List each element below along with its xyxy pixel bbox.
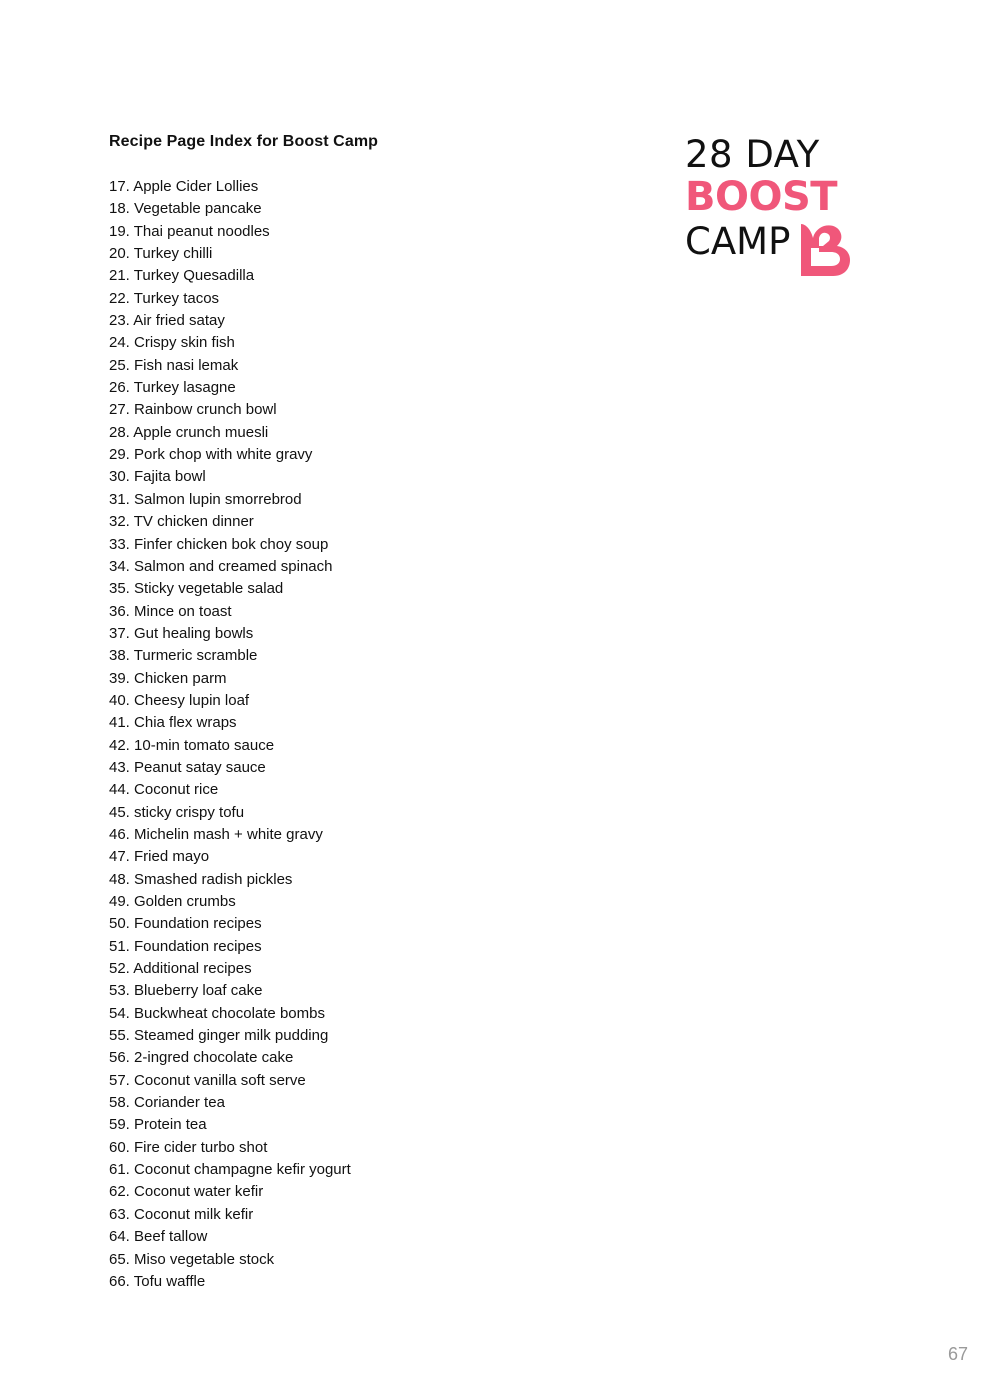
recipe-index-item: 58. Coriander tea bbox=[109, 1094, 225, 1112]
recipe-index-item: 57. Coconut vanilla soft serve bbox=[109, 1071, 306, 1089]
recipe-index-item: 53. Blueberry loaf cake bbox=[109, 982, 263, 1000]
recipe-index-item: 25. Fish nasi lemak bbox=[109, 356, 239, 374]
recipe-index-item: 64. Beef tallow bbox=[109, 1228, 208, 1246]
boost-camp-logo bbox=[683, 132, 858, 287]
recipe-index-item: 23. Air fried satay bbox=[109, 312, 225, 330]
recipe-index-item: 62. Coconut water kefir bbox=[109, 1183, 264, 1201]
recipe-index-item: 29. Pork chop with white gravy bbox=[109, 446, 313, 464]
recipe-index-item: 46. Michelin mash + white gravy bbox=[109, 825, 323, 843]
logo-text-28-day: 28 DAY bbox=[685, 133, 820, 176]
recipe-index-item: 39. Chicken parm bbox=[109, 669, 227, 687]
recipe-index-item: 19. Thai peanut noodles bbox=[109, 222, 270, 240]
recipe-index-item: 22. Turkey tacos bbox=[109, 289, 220, 307]
recipe-index-item: 63. Coconut milk kefir bbox=[109, 1205, 254, 1223]
recipe-index-item: 66. Tofu waffle bbox=[109, 1272, 206, 1290]
recipe-index-item: 60. Fire cider turbo shot bbox=[109, 1138, 268, 1156]
recipe-index-item: 32. TV chicken dinner bbox=[109, 513, 254, 531]
recipe-index-item: 35. Sticky vegetable salad bbox=[109, 580, 284, 598]
recipe-index-item: 27. Rainbow crunch bowl bbox=[109, 401, 277, 419]
page-number: 67 bbox=[947, 1344, 968, 1364]
recipe-index-item: 37. Gut healing bowls bbox=[109, 624, 254, 642]
recipe-index-item: 59. Protein tea bbox=[109, 1116, 207, 1134]
recipe-index-item: 26. Turkey lasagne bbox=[109, 379, 236, 397]
boost-camp-b-heart-icon bbox=[793, 220, 853, 282]
recipe-index-item: 49. Golden crumbs bbox=[109, 893, 236, 910]
recipe-index-item: 45. sticky crispy tofu bbox=[109, 803, 245, 821]
recipe-index-item: 54. Buckwheat chocolate bombs bbox=[109, 1004, 325, 1022]
page-heading: Recipe Page Index for Boost Camp bbox=[109, 133, 379, 150]
recipe-index-item: 44. Coconut rice bbox=[109, 781, 219, 799]
recipe-index-item: 43. Peanut satay sauce bbox=[109, 758, 266, 776]
recipe-index-item: 55. Steamed ginger milk pudding bbox=[109, 1027, 329, 1045]
recipe-index-item: 36. Mince on toast bbox=[109, 602, 232, 620]
recipe-index-item: 18. Vegetable pancake bbox=[109, 200, 262, 218]
recipe-index-item: 52. Additional recipes bbox=[109, 960, 252, 978]
recipe-index-item: 41. Chia flex wraps bbox=[109, 714, 237, 732]
recipe-index-item: 47. Fried mayo bbox=[109, 848, 210, 866]
recipe-index-item: 20. Turkey chilli bbox=[109, 245, 213, 263]
recipe-index-item: 42. 10-min tomato sauce bbox=[109, 736, 275, 754]
recipe-index-item: 31. Salmon lupin smorrebrod bbox=[109, 490, 302, 508]
recipe-index-item: 56. 2-ingred chocolate cake bbox=[109, 1049, 294, 1067]
recipe-index-item: 65. Miso vegetable stock bbox=[109, 1250, 275, 1268]
recipe-index-item: 51. Foundation recipes bbox=[109, 937, 262, 955]
recipe-index-item: 40. Cheesy lupin loaf bbox=[109, 691, 250, 709]
recipe-index-item: 61. Coconut champagne kefir yogurt bbox=[109, 1161, 351, 1179]
recipe-index-item: 48. Smashed radish pickles bbox=[109, 870, 293, 888]
recipe-index-item: 21. Turkey Quesadilla bbox=[109, 267, 255, 285]
recipe-index-item: 38. Turmeric scramble bbox=[109, 647, 258, 665]
recipe-index-item: 50. Foundation recipes bbox=[109, 915, 262, 933]
recipe-index-item: 28. Apple crunch muesli bbox=[109, 423, 269, 441]
recipe-index-list bbox=[109, 176, 351, 1293]
recipe-index-item: 33. Finfer chicken bok choy soup bbox=[109, 535, 329, 553]
logo-text-camp: CAMP bbox=[685, 220, 791, 263]
recipe-index-item: 17. Apple Cider Lollies bbox=[109, 178, 259, 195]
recipe-index-item: 34. Salmon and creamed spinach bbox=[109, 557, 333, 575]
logo-text-boost: BOOST bbox=[685, 174, 838, 220]
recipe-index-item: 30. Fajita bowl bbox=[109, 468, 206, 486]
recipe-index-item: 24. Crispy skin fish bbox=[109, 334, 235, 352]
